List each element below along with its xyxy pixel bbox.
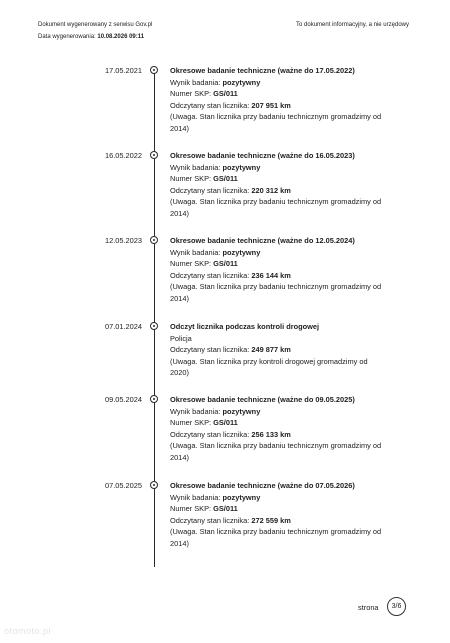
skp-line bbox=[170, 173, 395, 185]
entry-content bbox=[170, 321, 395, 379]
result-line bbox=[170, 492, 395, 504]
result-line bbox=[170, 406, 395, 418]
result-label: Wynik badania: bbox=[170, 77, 223, 87]
odometer-line bbox=[170, 100, 395, 112]
note-line-end: 2020) bbox=[170, 368, 189, 378]
skp-label: Numer SKP: bbox=[170, 89, 214, 99]
odometer-line bbox=[170, 429, 395, 441]
result-label: Wynik badania: bbox=[170, 162, 223, 172]
timeline-dot-icon bbox=[150, 395, 158, 403]
skp-line bbox=[170, 258, 395, 270]
odometer-label: Odczytany stan licznika: bbox=[170, 429, 252, 439]
skp-value: GS/011 bbox=[213, 504, 238, 514]
result-value: pozytywny bbox=[222, 77, 261, 87]
timeline-dot-icon bbox=[150, 236, 158, 244]
entry-title: Okresowe badanie techniczne (ważne do 07.05.2026) bbox=[170, 481, 355, 490]
note-line-end: 2014) bbox=[170, 452, 189, 462]
note-line-end: 2014) bbox=[170, 208, 189, 218]
entry-date: 07.05.2025 bbox=[105, 481, 142, 490]
odometer-line bbox=[170, 515, 395, 527]
entry-content bbox=[170, 235, 395, 305]
result-label: Wynik badania: bbox=[170, 406, 223, 416]
skp-line bbox=[170, 417, 395, 429]
entry-title: Okresowe badanie techniczne (ważne do 16.05.2023) bbox=[170, 151, 355, 160]
generated-date-label: Data wygenerowania: bbox=[38, 34, 98, 40]
skp-value: GS/011 bbox=[213, 174, 238, 184]
odometer-label: Odczytany stan licznika: bbox=[170, 185, 252, 195]
odometer-value: 236 144 km bbox=[251, 270, 291, 280]
page-number-badge: 3/6 bbox=[387, 597, 406, 616]
note-line: (Uwaga. Stan licznika przy kontroli drogowej gromadzimy od bbox=[170, 356, 368, 366]
skp-label: Numer SKP: bbox=[170, 259, 214, 269]
entry-date: 07.01.2024 bbox=[105, 322, 142, 331]
timeline-dot-icon bbox=[150, 151, 158, 159]
note-line-end: 2014) bbox=[170, 293, 189, 303]
note-line: (Uwaga. Stan licznika przy badaniu technicznym gromadzimy od bbox=[170, 282, 382, 292]
entry-title: Okresowe badanie techniczne (ważne do 17.05.2022) bbox=[170, 66, 355, 75]
note-line: (Uwaga. Stan licznika przy badaniu technicznym gromadzimy od bbox=[170, 527, 382, 537]
entry-content bbox=[170, 480, 395, 550]
entry-date: 17.05.2021 bbox=[105, 66, 142, 75]
page-label: strona bbox=[358, 603, 379, 612]
note-line-end: 2014) bbox=[170, 538, 189, 548]
result-label: Wynik badania: bbox=[170, 492, 223, 502]
result-line bbox=[170, 162, 395, 174]
result-value: pozytywny bbox=[222, 162, 261, 172]
watermark: otomoto.pl bbox=[4, 626, 52, 636]
entry-date: 16.05.2022 bbox=[105, 151, 142, 160]
authority-line: Policja bbox=[170, 333, 192, 343]
skp-line bbox=[170, 503, 395, 515]
result-line bbox=[170, 247, 395, 259]
generated-date-value: 10.08.2026 09:11 bbox=[97, 34, 145, 40]
timeline-dot-icon bbox=[150, 481, 158, 489]
skp-label: Numer SKP: bbox=[170, 418, 214, 428]
note-line: (Uwaga. Stan licznika przy badaniu technicznym gromadzimy od bbox=[170, 112, 382, 122]
result-label: Wynik badania: bbox=[170, 247, 223, 257]
odometer-value: 220 312 km bbox=[251, 185, 291, 195]
skp-value: GS/011 bbox=[213, 418, 238, 428]
odometer-value: 249 877 km bbox=[251, 345, 291, 355]
odometer-label: Odczytany stan licznika: bbox=[170, 345, 252, 355]
informational-disclaimer: To dokument informacyjny, a nie urzędowy bbox=[296, 22, 409, 28]
timeline-dot-icon bbox=[150, 66, 158, 74]
skp-line bbox=[170, 88, 395, 100]
entry-title: Okresowe badanie techniczne (ważne do 09.05.2025) bbox=[170, 395, 355, 404]
result-line bbox=[170, 77, 395, 89]
odometer-label: Odczytany stan licznika: bbox=[170, 515, 252, 525]
generated-source-note: Dokument wygenerowany z serwisu Gov.pl bbox=[38, 22, 153, 28]
timeline-line bbox=[154, 70, 155, 567]
odometer-value: 272 559 km bbox=[251, 515, 291, 525]
odometer-label: Odczytany stan licznika: bbox=[170, 270, 252, 280]
odometer-label: Odczytany stan licznika: bbox=[170, 100, 252, 110]
skp-label: Numer SKP: bbox=[170, 174, 214, 184]
note-line-end: 2014) bbox=[170, 123, 189, 133]
odometer-line bbox=[170, 344, 395, 356]
entry-date: 09.05.2024 bbox=[105, 395, 142, 404]
odometer-value: 256 133 km bbox=[251, 429, 291, 439]
skp-value: GS/011 bbox=[213, 89, 238, 99]
entry-date: 12.05.2023 bbox=[105, 236, 142, 245]
result-value: pozytywny bbox=[222, 492, 261, 502]
entry-content bbox=[170, 65, 395, 135]
timeline-dot-icon bbox=[150, 322, 158, 330]
result-value: pozytywny bbox=[222, 406, 261, 416]
entry-title: Okresowe badanie techniczne (ważne do 12.05.2024) bbox=[170, 236, 355, 245]
odometer-value: 207 951 km bbox=[251, 100, 291, 110]
entry-title: Odczyt licznika podczas kontroli drogowej bbox=[170, 322, 320, 331]
note-line: (Uwaga. Stan licznika przy badaniu technicznym gromadzimy od bbox=[170, 441, 382, 451]
note-line: (Uwaga. Stan licznika przy badaniu technicznym gromadzimy od bbox=[170, 197, 382, 207]
generated-date-line bbox=[38, 33, 144, 41]
entry-content bbox=[170, 394, 395, 464]
skp-label: Numer SKP: bbox=[170, 504, 214, 514]
entry-content bbox=[170, 150, 395, 220]
odometer-line bbox=[170, 270, 395, 282]
odometer-line bbox=[170, 185, 395, 197]
skp-value: GS/011 bbox=[213, 259, 238, 269]
result-value: pozytywny bbox=[222, 247, 261, 257]
